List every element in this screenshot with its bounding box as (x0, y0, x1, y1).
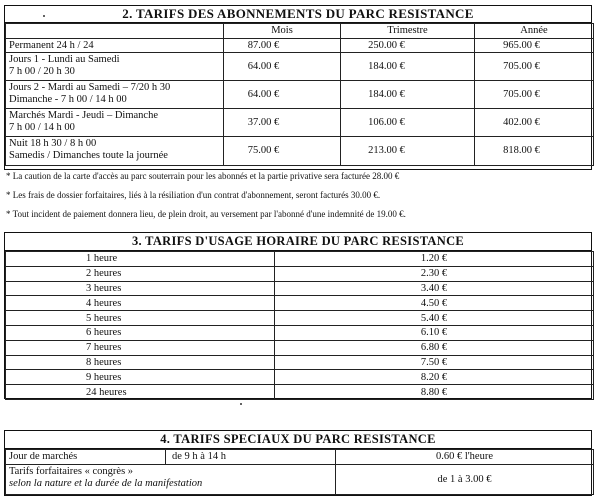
hourly-rates-table (5, 251, 594, 400)
section-title: 2. TARIFS DES ABONNEMENTS DU PARC RESISTANCE (5, 6, 591, 23)
row-label: Marchés Mardi - Jeudi – Dimanche 7 h 00 / 14 h 00 (6, 109, 224, 137)
table-header-row (6, 24, 594, 39)
duration-label: 8 heures (6, 355, 275, 370)
duration-label: 2 heures (6, 266, 275, 281)
special-price: 0.60 € l'heure (336, 450, 594, 465)
table-row (6, 340, 594, 355)
table-row (6, 370, 594, 385)
subscription-rates-section (4, 5, 592, 170)
price-trimestre: 213.00 € (341, 137, 475, 166)
hourly-price: 6.10 € (275, 325, 594, 340)
hourly-price: 7.50 € (275, 355, 594, 370)
special-price: de 1 à 3.00 € (336, 465, 594, 495)
hourly-price: 3.40 € (275, 281, 594, 296)
price-annee: 818.00 € (475, 137, 594, 166)
header-annee: Année (475, 24, 594, 39)
hourly-price: 6.80 € (275, 340, 594, 355)
price-annee: 705.00 € (475, 53, 594, 81)
table-row (6, 109, 594, 137)
table-row (6, 39, 594, 53)
table-row (6, 325, 594, 340)
special-detail: de 9 h à 14 h (166, 450, 336, 465)
note-incident-paiement: * Tout incident de paiement donnera lieu, de plein droit, au versement par l'abonné d'une indemnité de 19.00 €. (6, 209, 406, 219)
section-title: 3. TARIFS D'USAGE HORAIRE DU PARC RESISTANCE (5, 233, 591, 251)
hourly-price: 2.30 € (275, 266, 594, 281)
duration-label: 5 heures (6, 311, 275, 326)
price-mois: 64.00 € (224, 53, 341, 81)
table-row (6, 281, 594, 296)
table-row (6, 137, 594, 166)
duration-label: 24 heures (6, 385, 275, 400)
table-row (6, 296, 594, 311)
row-label: Nuit 18 h 30 / 8 h 00 Samedis / Dimanches toute la journée (6, 137, 224, 166)
duration-label: 4 heures (6, 296, 275, 311)
price-trimestre: 184.00 € (341, 53, 475, 81)
price-mois: 37.00 € (224, 109, 341, 137)
table-row (6, 355, 594, 370)
hourly-price: 8.80 € (275, 385, 594, 400)
price-annee: 402.00 € (475, 109, 594, 137)
price-annee: 705.00 € (475, 81, 594, 109)
duration-label: 1 heure (6, 252, 275, 267)
hourly-rates-section (4, 232, 592, 399)
price-mois: 87.00 € (224, 39, 341, 53)
duration-label: 7 heures (6, 340, 275, 355)
table-row (6, 81, 594, 109)
special-detail: selon la nature et la durée de la manifestation (9, 478, 203, 489)
price-trimestre: 106.00 € (341, 109, 475, 137)
duration-label: 6 heures (6, 325, 275, 340)
hourly-price: 1.20 € (275, 252, 594, 267)
price-annee: 965.00 € (475, 39, 594, 53)
price-trimestre: 250.00 € (341, 39, 475, 53)
table-row (6, 53, 594, 81)
note-caution: * La caution de la carte d'accès au parc souterrain pour les abonnés et la partie privative sera facturée 28.00 € (6, 171, 400, 181)
table-row (6, 311, 594, 326)
row-label: Jours 1 - Lundi au Samedi 7 h 00 / 20 h 30 (6, 53, 224, 81)
duration-label: 3 heures (6, 281, 275, 296)
special-rates-section (4, 430, 592, 496)
price-mois: 75.00 € (224, 137, 341, 166)
table-row (6, 450, 594, 465)
header-mois: Mois (224, 24, 341, 39)
special-label: Tarifs forfaitaires « congrès » selon la nature et la durée de la manifestation (6, 465, 336, 495)
subscription-rates-table (5, 23, 594, 166)
scan-speck (43, 15, 45, 17)
section-title: 4. TARIFS SPECIAUX DU PARC RESISTANCE (5, 431, 591, 449)
hourly-price: 4.50 € (275, 296, 594, 311)
header-trimestre: Trimestre (341, 24, 475, 39)
row-label: Permanent 24 h / 24 (6, 39, 224, 53)
header-empty (6, 24, 224, 39)
note-frais-dossier: * Les frais de dossier forfaitaires, liés à la résiliation d'un contrat d'abonnement, seront facturés 30.00 €. (6, 190, 381, 200)
special-label: Jour de marchés (6, 450, 166, 465)
duration-label: 9 heures (6, 370, 275, 385)
table-row (6, 252, 594, 267)
price-mois: 64.00 € (224, 81, 341, 109)
hourly-price: 8.20 € (275, 370, 594, 385)
row-label: Jours 2 - Mardi au Samedi – 7/20 h 30 Dimanche - 7 h 00 / 14 h 00 (6, 81, 224, 109)
special-rates-table (5, 449, 594, 495)
table-row (6, 266, 594, 281)
table-row (6, 385, 594, 400)
scan-speck (240, 403, 242, 405)
table-row (6, 465, 594, 495)
price-trimestre: 184.00 € (341, 81, 475, 109)
hourly-price: 5.40 € (275, 311, 594, 326)
